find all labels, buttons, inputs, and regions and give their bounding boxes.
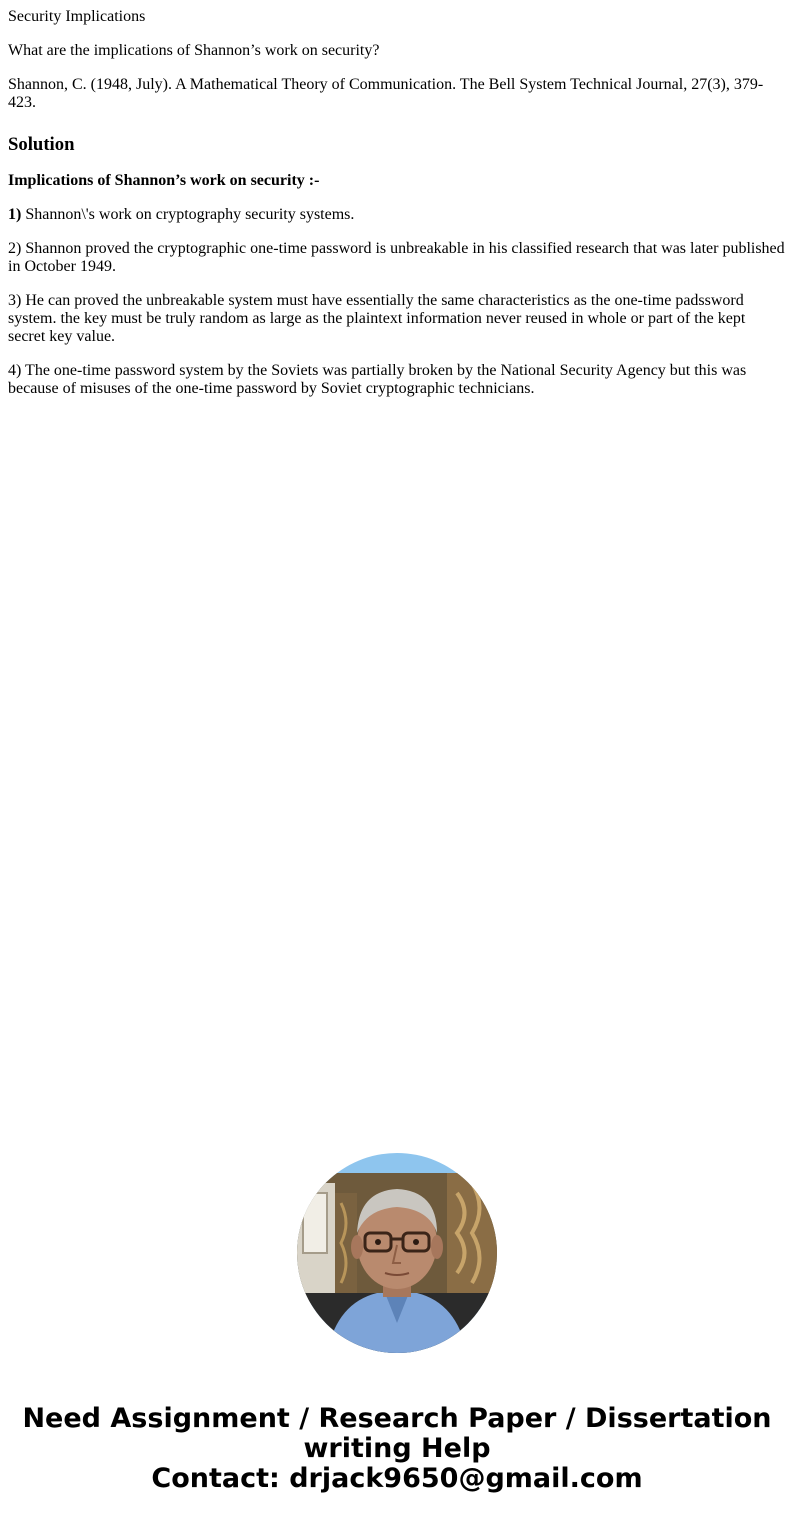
document-body <box>8 8 786 414</box>
solution-heading: Solution <box>8 134 75 155</box>
reference-citation: Shannon, C. (1948, July). A Mathematical Theory of Communication. The Bell System Technical Journal, 27(3), 379-423. <box>8 76 764 111</box>
document-title-line: Security Implications <box>8 8 146 25</box>
promo-banner <box>0 1404 794 1494</box>
answer-point-3: 3) He can proved the unbreakable system must have essentially the same characteristics as the one-time padssword system. the key must be truly random as large as the plaintext information never reused in whole or part of the kept secret key value. <box>8 292 746 345</box>
author-avatar <box>297 1153 497 1353</box>
answer-point-1-number: 1) <box>8 206 22 223</box>
author-portrait-icon <box>297 1153 497 1353</box>
answer-point-2: 2) Shannon proved the cryptographic one-time password is unbreakable in his classified research that was later published in October 1949. <box>8 240 785 275</box>
answer-point-1 <box>8 206 786 224</box>
promo-line-1: Need Assignment / Research Paper / Dissertation <box>22 1403 772 1434</box>
promo-line-2: writing Help <box>303 1433 491 1464</box>
answer-point-4: 4) The one-time password system by the Soviets was partially broken by the National Security Agency but this was because of misuses of the one-time password by Soviet cryptographic technicians. <box>8 362 747 397</box>
promo-contact-line: Contact: drjack9650@gmail.com <box>151 1463 643 1494</box>
answer-heading: Implications of Shannon’s work on security :- <box>8 172 320 189</box>
question-text: What are the implications of Shannon’s work on security? <box>8 42 380 59</box>
answer-point-1-text: Shannon\'s work on cryptography security systems. <box>21 206 355 223</box>
